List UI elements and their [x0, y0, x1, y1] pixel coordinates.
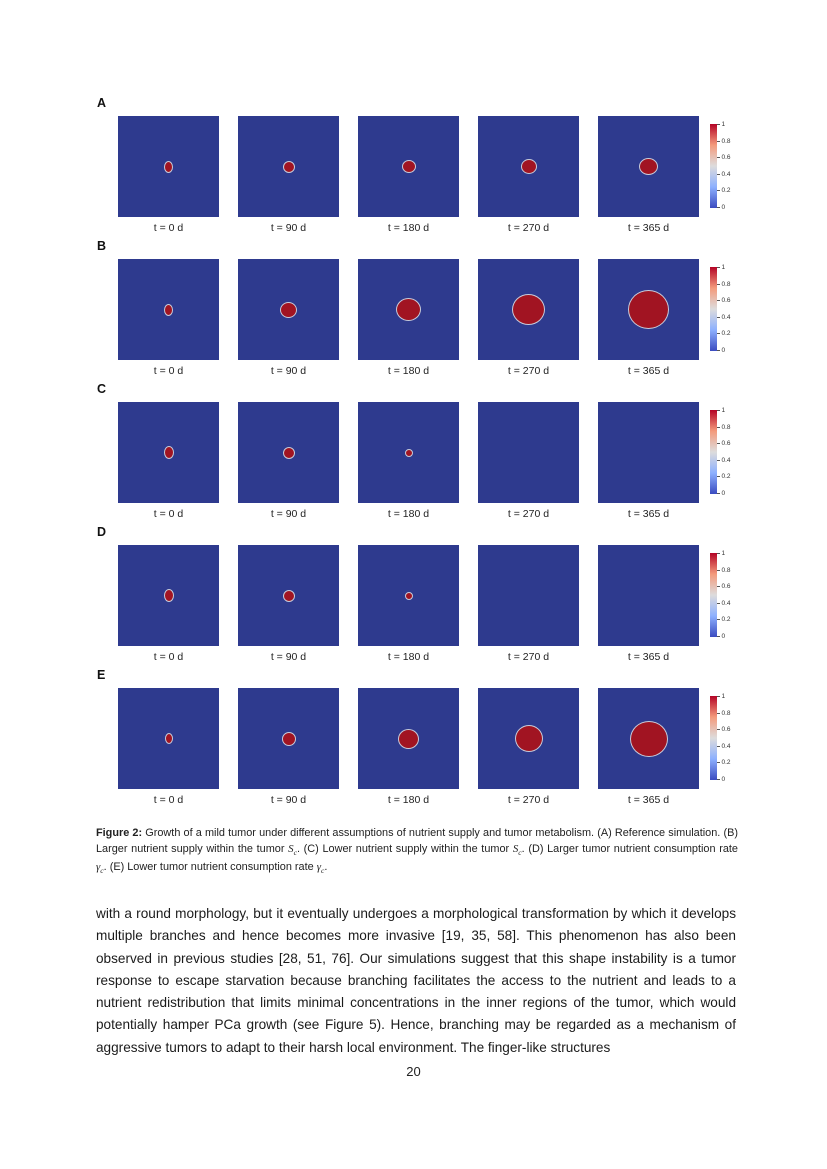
time-label: t = 0 d — [153, 794, 184, 806]
time-label: t = 0 d — [153, 222, 184, 234]
math-symbol: $\gamma_c$ — [96, 861, 104, 876]
colorbar-gradient — [710, 267, 717, 351]
colorbar-tick-label: 0 — [717, 776, 731, 783]
colorbar — [710, 550, 731, 640]
tumor-region — [512, 294, 545, 325]
colorbar-tick-label: 0.4 — [717, 314, 731, 321]
colorbar-tick-label: 0.6 — [717, 154, 731, 161]
time-label-row — [118, 365, 757, 377]
panel-strip — [118, 116, 757, 217]
simulation-panel — [238, 259, 339, 360]
colorbar-tick-label: 0.8 — [717, 424, 731, 431]
time-label: t = 180 d — [387, 222, 430, 234]
time-label-row — [118, 651, 757, 663]
tumor-region — [402, 160, 416, 173]
body-paragraph: with a round morphology, but it eventually undergoes a morphological transformation by which it develops multiple branches and hence becomes more invasive [19, 35, 58]. This phenomenon has also been observed in previous studies [28, 51, 76]. Our simulations suggest that this shape instability is a tumor response to escape starvation because branching facilitates the access to the nutrient and leads to a nutrient redistribution that limits minimal concentrations in the inner regions of the tumor, which would potentially hamper PCa growth (see Figure 5). Hence, branching may be regarded as a mechanism of aggressive tumors to adapt to their harsh local environment. The finger-like structures — [96, 906, 736, 1055]
tumor-region — [164, 304, 173, 316]
simulation-panel — [598, 545, 699, 646]
colorbar-tick-label: 0 — [717, 490, 731, 497]
colorbar-ticks — [717, 407, 731, 497]
time-label-row — [118, 222, 757, 234]
math-subscript: c — [293, 847, 297, 857]
colorbar-ticks — [717, 550, 731, 640]
time-label: t = 365 d — [627, 365, 670, 377]
colorbar-tick-label: 0.2 — [717, 616, 731, 623]
simulation-panel — [598, 259, 699, 360]
tumor-region — [628, 290, 669, 329]
tumor-region — [283, 590, 295, 602]
row-label-b: B — [97, 239, 107, 253]
simulation-panel — [238, 402, 339, 503]
panel-strip — [118, 402, 757, 503]
colorbar-gradient — [710, 553, 717, 637]
colorbar-tick-label: 0.2 — [717, 330, 731, 337]
figure-caption-label: Figure 2: — [96, 827, 143, 839]
time-label: t = 270 d — [507, 365, 550, 377]
simulation-panel — [238, 545, 339, 646]
time-label: t = 180 d — [387, 365, 430, 377]
tumor-region — [283, 161, 295, 173]
tumor-region — [405, 592, 413, 600]
colorbar — [710, 693, 731, 783]
time-label: t = 180 d — [387, 508, 430, 520]
simulation-panel — [358, 688, 459, 789]
row-label-d: D — [97, 525, 107, 539]
time-label: t = 270 d — [507, 222, 550, 234]
time-label-row — [118, 508, 757, 520]
simulation-panel — [478, 259, 579, 360]
time-label: t = 0 d — [153, 651, 184, 663]
figure-caption-text: Growth of a mild tumor under different assumptions of nutrient supply and tumor metabolism. (A) Reference simulation. (B) Larger nutrient supply within the tumor $S_c$. (C) Lower nutrient supply within the tumor $S_c$. (D) Larger tumor nutrient consumption rate $\gamma_c$. (E) Lower tumor nutrient consumption rate $\gamma_c$. — [96, 827, 738, 876]
panel-strip — [118, 688, 757, 789]
simulation-panel — [238, 688, 339, 789]
simulation-panel — [478, 116, 579, 217]
row-label-a: A — [97, 96, 107, 110]
simulation-panel — [118, 116, 219, 217]
colorbar-tick-label: 1 — [717, 121, 731, 128]
time-label: t = 365 d — [627, 508, 670, 520]
colorbar-tick-label: 1 — [717, 693, 731, 700]
tumor-region — [165, 733, 173, 744]
tumor-region — [164, 589, 174, 602]
colorbar-tick-label: 0 — [717, 204, 731, 211]
colorbar-tick-label: 0.4 — [717, 600, 731, 607]
math-subscript: c — [518, 847, 522, 857]
time-label: t = 365 d — [627, 222, 670, 234]
colorbar-tick-label: 0.4 — [717, 457, 731, 464]
colorbar-tick-label: 0.8 — [717, 710, 731, 717]
colorbar-tick-label: 1 — [717, 550, 731, 557]
colorbar-ticks — [717, 693, 731, 783]
time-label: t = 90 d — [270, 508, 307, 520]
colorbar-tick-label: 0 — [717, 347, 731, 354]
math-subscript: c — [100, 866, 104, 876]
colorbar-ticks — [717, 264, 731, 354]
figure-row-e — [97, 668, 757, 811]
tumor-region — [639, 158, 658, 175]
figure-row-b — [97, 239, 757, 382]
colorbar-tick-label: 0.2 — [717, 187, 731, 194]
tumor-region — [521, 159, 537, 174]
figure-caption — [96, 826, 738, 879]
panel-strip — [118, 545, 757, 646]
colorbar-tick-label: 0.2 — [717, 473, 731, 480]
time-label: t = 270 d — [507, 508, 550, 520]
time-label: t = 90 d — [270, 365, 307, 377]
math-symbol: $S_c$ — [288, 842, 297, 857]
simulation-panel — [118, 402, 219, 503]
simulation-panel — [478, 545, 579, 646]
simulation-panel — [118, 259, 219, 360]
math-symbol: $\gamma_c$ — [316, 861, 325, 876]
time-label: t = 365 d — [627, 794, 670, 806]
simulation-panel — [478, 688, 579, 789]
simulation-panel — [238, 116, 339, 217]
colorbar — [710, 121, 731, 211]
colorbar — [710, 407, 731, 497]
tumor-region — [164, 161, 173, 173]
time-label: t = 90 d — [270, 222, 307, 234]
tumor-region — [630, 721, 668, 757]
figure-rows — [97, 96, 757, 811]
tumor-region — [515, 725, 543, 752]
colorbar-gradient — [710, 124, 717, 208]
tumor-region — [405, 449, 413, 457]
colorbar-tick-label: 0.6 — [717, 583, 731, 590]
colorbar-tick-label: 0.6 — [717, 726, 731, 733]
tumor-region — [164, 446, 174, 459]
simulation-panel — [358, 259, 459, 360]
colorbar-ticks — [717, 121, 731, 211]
colorbar-gradient — [710, 410, 717, 494]
colorbar-tick-label: 0.8 — [717, 138, 731, 145]
colorbar-tick-label: 0.6 — [717, 297, 731, 304]
simulation-panel — [118, 688, 219, 789]
time-label: t = 0 d — [153, 508, 184, 520]
figure-row-a — [97, 96, 757, 239]
simulation-panel — [598, 116, 699, 217]
simulation-panel — [358, 545, 459, 646]
simulation-panel — [118, 545, 219, 646]
colorbar-tick-label: 0.8 — [717, 281, 731, 288]
page-number: 20 — [406, 1064, 421, 1079]
colorbar-tick-label: 1 — [717, 407, 731, 414]
tumor-region — [396, 298, 421, 321]
colorbar-tick-label: 0.4 — [717, 171, 731, 178]
time-label: t = 180 d — [387, 794, 430, 806]
time-label-row — [118, 794, 757, 806]
time-label: t = 270 d — [507, 651, 550, 663]
colorbar-gradient — [710, 696, 717, 780]
figure-row-d — [97, 525, 757, 668]
simulation-panel — [358, 116, 459, 217]
colorbar-tick-label: 0 — [717, 633, 731, 640]
figure-2 — [97, 96, 757, 811]
tumor-region — [280, 302, 297, 318]
simulation-panel — [358, 402, 459, 503]
tumor-region — [398, 729, 419, 749]
math-symbol: $S_c$ — [512, 842, 522, 857]
colorbar-tick-label: 0.4 — [717, 743, 731, 750]
tumor-region — [282, 732, 296, 746]
row-label-c: C — [97, 382, 107, 396]
tumor-region — [283, 447, 295, 459]
colorbar-tick-label: 1 — [717, 264, 731, 271]
time-label: t = 365 d — [627, 651, 670, 663]
colorbar-tick-label: 0.8 — [717, 567, 731, 574]
colorbar-tick-label: 0.2 — [717, 759, 731, 766]
simulation-panel — [598, 402, 699, 503]
simulation-panel — [478, 402, 579, 503]
time-label: t = 180 d — [387, 651, 430, 663]
colorbar-tick-label: 0.6 — [717, 440, 731, 447]
time-label: t = 270 d — [507, 794, 550, 806]
time-label: t = 90 d — [270, 794, 307, 806]
time-label: t = 0 d — [153, 365, 184, 377]
figure-row-c — [97, 382, 757, 525]
panel-strip — [118, 259, 757, 360]
simulation-panel — [598, 688, 699, 789]
colorbar — [710, 264, 731, 354]
time-label: t = 90 d — [270, 651, 307, 663]
row-label-e: E — [97, 668, 106, 682]
math-subscript: c — [321, 866, 325, 876]
